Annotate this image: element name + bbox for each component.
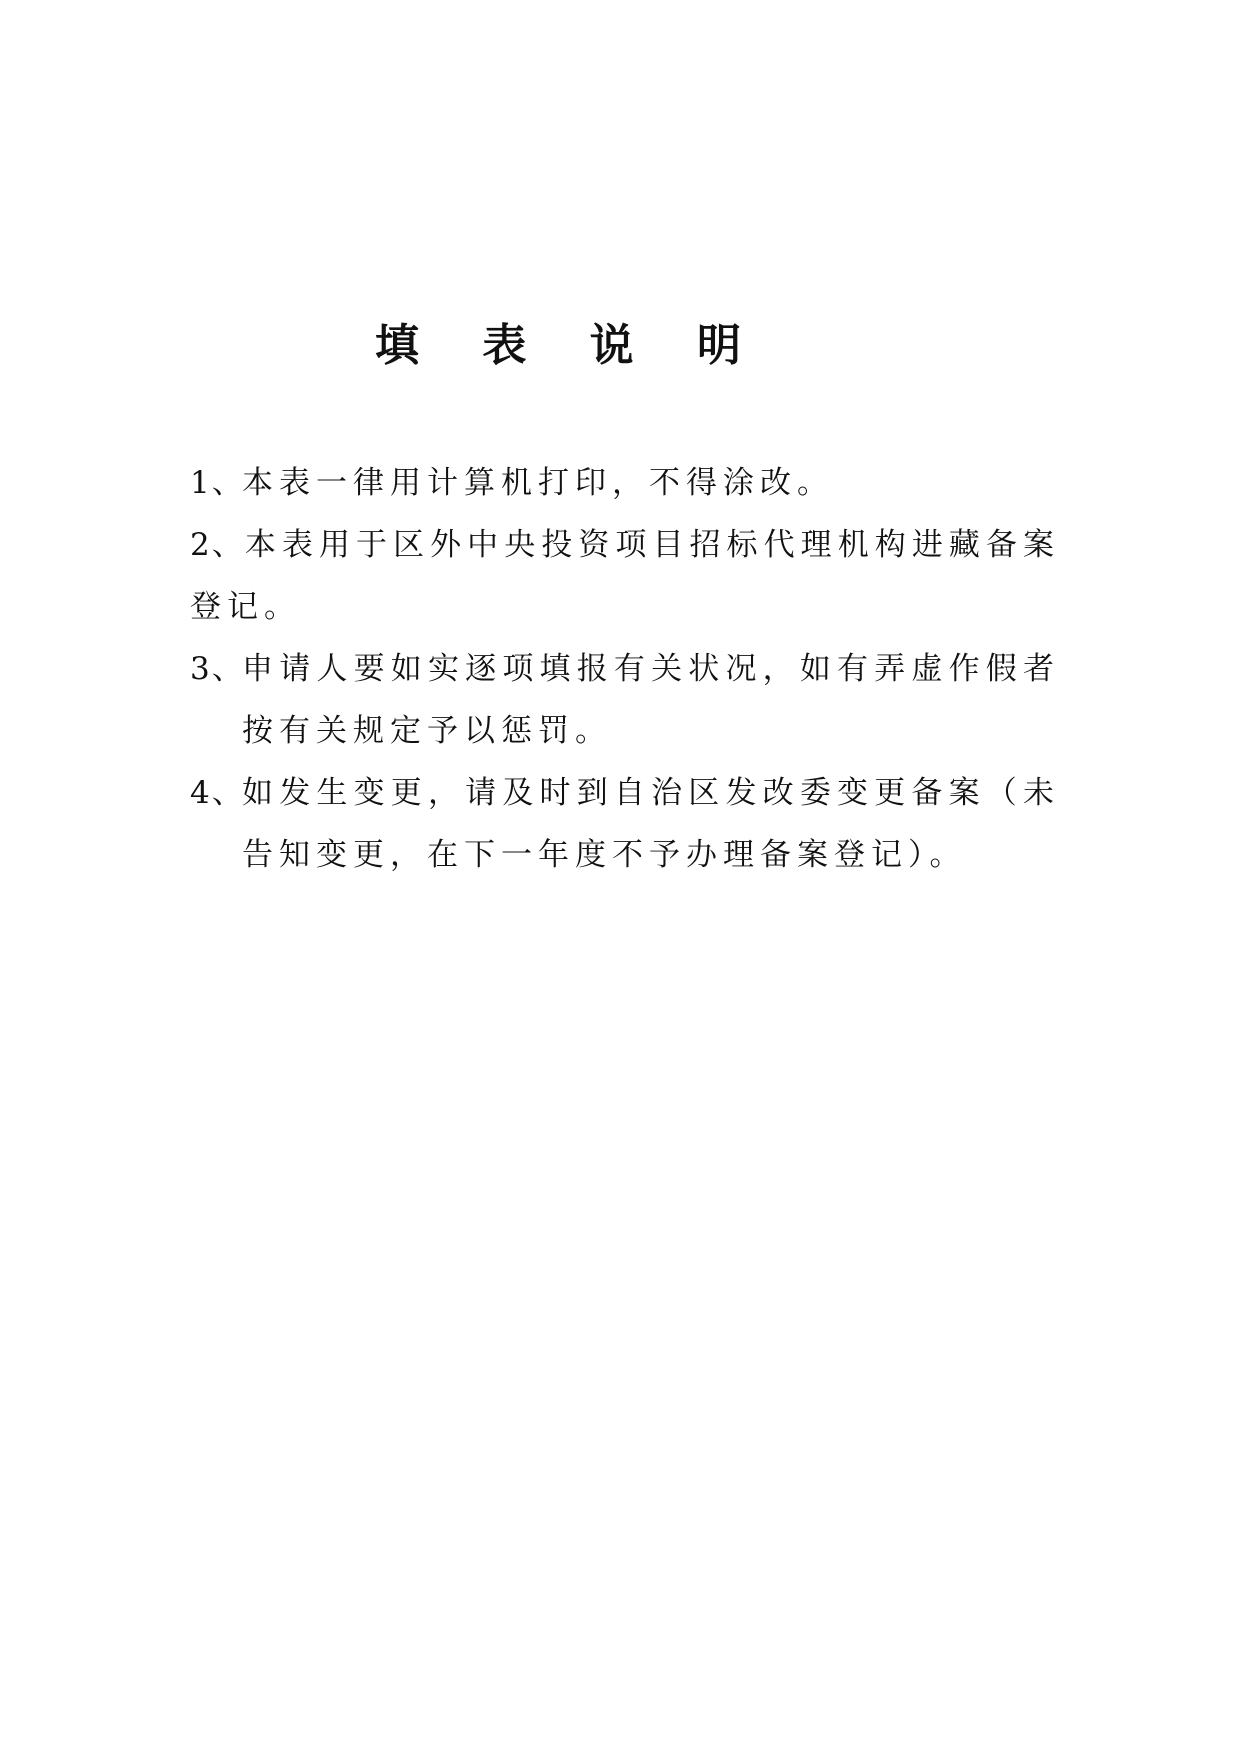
instruction-text: 申请人要如实逐项填报有关状况，如有弄虚作假者按有关规定予以惩罚。: [242, 651, 1060, 749]
instruction-item-4: [190, 762, 1060, 886]
instruction-item-2: [190, 514, 1060, 638]
instruction-number: 3、: [190, 651, 245, 687]
instruction-text: 本表一律用计算机打印，不得涂改。: [242, 465, 834, 501]
instruction-number: 1、: [190, 465, 245, 501]
instruction-list: [190, 452, 1060, 886]
page-title: 填 表 说 明: [375, 320, 765, 371]
instruction-text: 如发生变更，请及时到自治区发改委变更备案（未告知变更，在下一年度不予办理备案登记）。: [242, 775, 1060, 873]
instruction-number: 2、: [190, 527, 245, 563]
instruction-number: 4、: [190, 775, 245, 811]
instruction-item-3: [190, 638, 1060, 762]
instruction-item-1: [190, 452, 1060, 514]
instruction-text: 本表用于区外中央投资项目招标代理机构进藏备案登记。: [190, 527, 1060, 625]
